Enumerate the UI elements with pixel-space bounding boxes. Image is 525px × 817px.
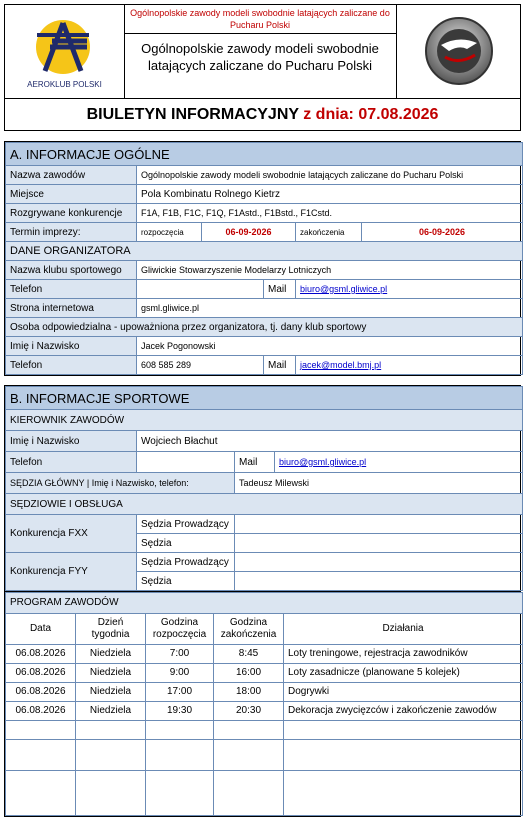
row-activity: Dogrywki: [284, 683, 523, 702]
person-label: Imię i Nazwisko: [6, 337, 137, 356]
row-day: Niedziela: [76, 702, 146, 721]
row-end: 16:00: [214, 664, 284, 683]
fyy-judge-label: Sędzia: [137, 572, 235, 591]
table-row-empty: [6, 740, 523, 771]
row-end: 20:30: [214, 702, 284, 721]
fyy-lead-judge-label: Sędzia Prowadzący: [137, 553, 235, 572]
header-top-red-text: Ogólnopolskie zawody modeli swobodnie latających zaliczane do Pucharu Polski: [124, 5, 396, 34]
director-name-value: Wojciech Błachut: [137, 431, 523, 452]
org-mail-label: Mail: [264, 280, 296, 299]
program-title: PROGRAM ZAWODÓW: [6, 593, 523, 614]
chief-judge-value: Tadeusz Milewski: [235, 473, 523, 494]
classes-value: F1A, F1B, F1C, F1Q, F1Astd., F1Bstd., F1Cstd.: [137, 204, 523, 223]
director-mail-label: Mail: [235, 452, 275, 473]
classes-label: Rozgrywane konkurencje: [6, 204, 137, 223]
table-row: [6, 645, 523, 664]
section-general-info: [4, 141, 521, 376]
end-label: zakończenia: [296, 223, 362, 242]
section-a-title: A. INFORMACJE OGÓLNE: [6, 143, 523, 166]
fxx-judge-value: [235, 534, 523, 553]
row-day: Niedziela: [76, 664, 146, 683]
row-date: 06.08.2026: [6, 645, 76, 664]
col-header-activities: Działania: [284, 614, 523, 645]
row-activity: Loty treningowe, rejestracja zawodników: [284, 645, 523, 664]
organizer-title: DANE ORGANIZATORA: [6, 242, 523, 261]
director-phone-label: Telefon: [6, 452, 137, 473]
person-mail-link[interactable]: jacek@model.bmj.pl: [300, 360, 382, 370]
comp-fyy-label: Konkurencja FYY: [6, 553, 137, 591]
section-b-title: B. INFORMACJE SPORTOWE: [6, 387, 523, 410]
row-day: Niedziela: [76, 683, 146, 702]
director-name-label: Imię i Nazwisko: [6, 431, 137, 452]
table-row: [6, 702, 523, 721]
club-logo: [396, 5, 521, 98]
row-day: Niedziela: [76, 645, 146, 664]
aeroklub-label: AEROKLUB POLSKI: [27, 80, 102, 89]
club-value: Gliwickie Stowarzyszenie Modelarzy Lotniczych: [137, 261, 523, 280]
chief-judge-label: SĘDZIA GŁÓWNY | Imię i Nazwisko, telefon:: [6, 473, 235, 494]
org-mail-link[interactable]: biuro@gsml.gliwice.pl: [300, 284, 388, 294]
aeroklub-logo: [5, 5, 125, 98]
person-mail-value[interactable]: [296, 356, 523, 375]
section-sports-info: [4, 385, 521, 592]
start-date: 06-09-2026: [202, 223, 296, 242]
header-title: Ogólnopolskie zawody modeli swobodnie latających zaliczane do Pucharu Polski: [141, 41, 379, 73]
row-end: 18:00: [214, 683, 284, 702]
row-date: 06.08.2026: [6, 702, 76, 721]
row-start: 19:30: [146, 702, 214, 721]
director-mail-value[interactable]: [275, 452, 523, 473]
place-value: Pola Kombinatu Rolnego Kietrz: [137, 185, 523, 204]
org-phone-label: Telefon: [6, 280, 137, 299]
fyy-lead-judge-value: [235, 553, 523, 572]
bulletin-prefix: BIULETYN INFORMACYJNY: [86, 106, 299, 123]
responsible-title: Osoba odpowiedzialna - upoważniona przez organizatora, tj. dany klub sportowy: [6, 318, 523, 337]
event-name-label: Nazwa zawodów: [6, 166, 137, 185]
table-row-empty: [6, 721, 523, 740]
bulletin-date: z dnia: 07.08.2026: [303, 106, 439, 123]
col-header-date: Data: [6, 614, 76, 645]
fxx-lead-judge-label: Sędzia Prowadzący: [137, 515, 235, 534]
person-value: Jacek Pogonowski: [137, 337, 523, 356]
director-phone-value: [137, 452, 235, 473]
table-row: [6, 683, 523, 702]
row-activity: Loty zasadnicze (planowane 5 kolejek): [284, 664, 523, 683]
col-header-end: Godzina zakończenia: [214, 614, 284, 645]
website-label: Strona internetowa: [6, 299, 137, 318]
club-label: Nazwa klubu sportowego: [6, 261, 137, 280]
director-mail-link[interactable]: biuro@gsml.gliwice.pl: [279, 457, 367, 467]
org-mail-value[interactable]: [296, 280, 523, 299]
program-section: [4, 591, 521, 817]
header-box: [4, 4, 521, 99]
row-start: 17:00: [146, 683, 214, 702]
row-end: 8:45: [214, 645, 284, 664]
person-phone-label: Telefon: [6, 356, 137, 375]
end-date: 06-09-2026: [362, 223, 523, 242]
fxx-judge-label: Sędzia: [137, 534, 235, 553]
comp-fxx-label: Konkurencja FXX: [6, 515, 137, 553]
term-label: Termin imprezy:: [6, 223, 137, 242]
row-activity: Dekoracja zwycięzców i zakończenie zawodów: [284, 702, 523, 721]
director-title: KIEROWNIK ZAWODÓW: [6, 410, 523, 431]
col-header-start: Godzina rozpoczęcia: [146, 614, 214, 645]
judges-title: SĘDZIOWIE I OBSŁUGA: [6, 494, 523, 515]
start-label: rozpoczęcia: [137, 223, 202, 242]
org-phone-value: [137, 280, 264, 299]
table-row: [6, 664, 523, 683]
row-date: 06.08.2026: [6, 664, 76, 683]
person-phone-value: 608 585 289: [137, 356, 264, 375]
club-emblem-icon: [397, 5, 521, 98]
place-label: Miejsce: [6, 185, 137, 204]
website-value: gsml.gliwice.pl: [137, 299, 523, 318]
col-header-day: Dzień tygodnia: [76, 614, 146, 645]
person-mail-label: Mail: [264, 356, 296, 375]
bulletin-title: [4, 99, 521, 131]
fyy-judge-value: [235, 572, 523, 591]
row-start: 7:00: [146, 645, 214, 664]
event-name-value: Ogólnopolskie zawody modeli swobodnie latających zaliczane do Pucharu Polski: [137, 166, 523, 185]
fxx-lead-judge-value: [235, 515, 523, 534]
table-row-empty: [6, 771, 523, 816]
row-start: 9:00: [146, 664, 214, 683]
row-date: 06.08.2026: [6, 683, 76, 702]
